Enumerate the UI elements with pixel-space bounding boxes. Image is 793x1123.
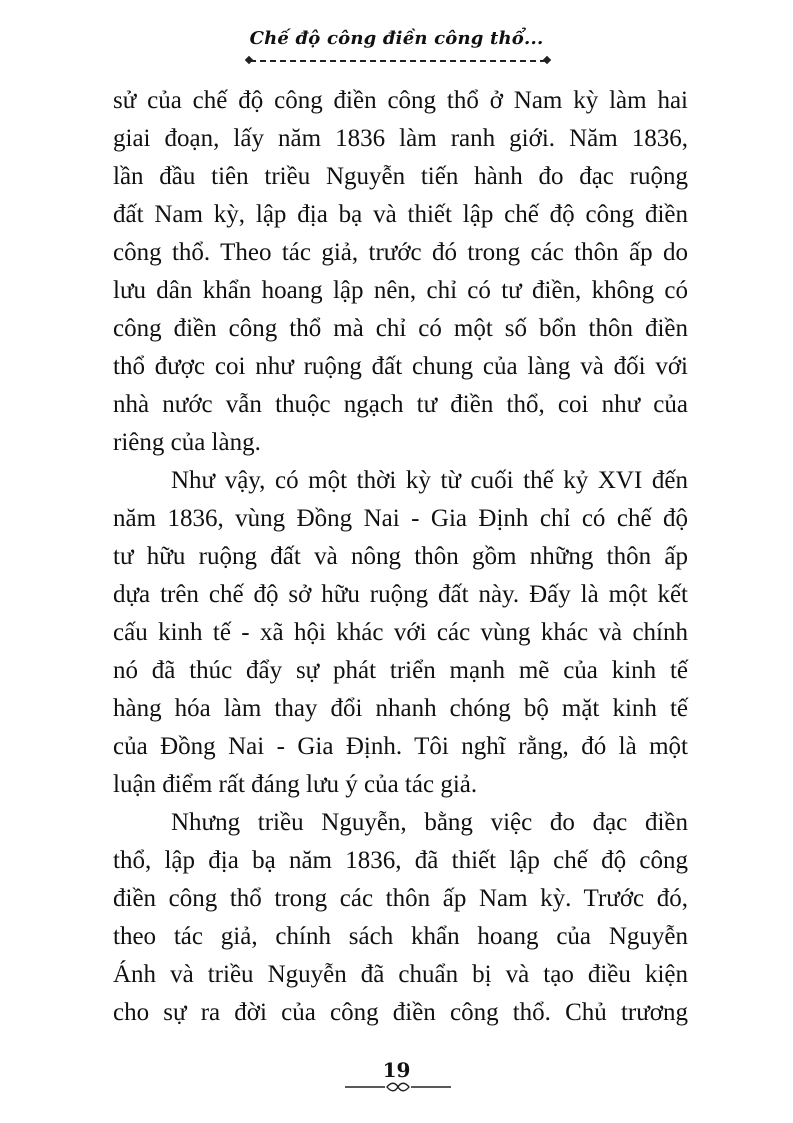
text-line: tư hữu ruộng đất và nông thôn gồm những thôn ấp [113,543,688,570]
text-line: cấu kinh tế - xã hội khác với các vùng khác và chính [113,619,688,646]
text-line: Như vậy, có một thời kỳ từ cuối thế kỷ XVI đến [171,467,688,494]
paragraph-3 [113,804,688,1032]
body-text [113,82,688,1032]
text-line: công điền công thổ mà chỉ có một số bổn thôn điền [113,315,688,342]
text-line: cho sự ra đời của công điền công thổ. Chủ trương [113,999,688,1026]
text-line: Nhưng triều Nguyễn, bằng việc đo đạc điền [171,809,688,836]
text-line: thổ, lập địa bạ năm 1836, đã thiết lập chế độ công [113,847,688,874]
text-line: luận điểm rất đáng lưu ý của tác giả. [113,771,478,798]
text-line: công thổ. Theo tác giả, trước đó trong các thôn ấp do [113,239,688,266]
running-title: Chế độ công điền công thổ... [249,28,544,49]
text-line: năm 1836, vùng Đồng Nai - Gia Định chỉ có chế độ [113,505,688,532]
header-dashed-rule [250,60,546,62]
text-line: dựa trên chế độ sở hữu ruộng đất này. Đấy là một kết [113,581,688,608]
paragraph-1 [113,82,688,462]
text-line: thổ được coi như ruộng đất chung của làng và đối với [113,353,688,380]
text-line: lần đầu tiên triều Nguyễn tiến hành đo đạc ruộng [113,163,688,190]
rule-end-diamond-icon [245,56,253,64]
text-line: sử của chế độ công điền công thổ ở Nam kỳ làm hai [113,87,688,114]
running-header [0,28,793,49]
text-line: điền công thổ trong các thôn ấp Nam kỳ. Trước đó, [113,885,688,912]
text-line: Ánh và triều Nguyễn đã chuẩn bị và tạo điều kiện [113,961,688,988]
text-line: giai đoạn, lấy năm 1836 làm ranh giới. Năm 1836, [113,125,688,152]
text-line: nhà nước vẫn thuộc ngạch tư điền thổ, coi như của [113,391,688,418]
text-line: nó đã thúc đẩy sự phát triển mạnh mẽ của kinh tế [113,657,688,684]
paragraph-2 [113,462,688,804]
text-line: hàng hóa làm thay đổi nhanh chóng bộ mặt kinh tế [113,695,688,722]
rule-end-diamond-icon [543,56,551,64]
text-line: đất Nam kỳ, lập địa bạ và thiết lập chế độ công điền [113,201,688,228]
text-line: của Đồng Nai - Gia Định. Tôi nghĩ rằng, đó là một [113,733,688,760]
text-line: lưu dân khẩn hoang lập nên, chỉ có tư điền, không có [113,277,688,304]
page-footer [0,1058,793,1082]
text-line: theo tác giả, chính sách khẩn hoang của Nguyễn [113,923,688,950]
text-line: riêng của làng. [113,429,261,456]
footer-ornament-icon [345,1082,451,1092]
page-number: 19 [382,1058,411,1082]
